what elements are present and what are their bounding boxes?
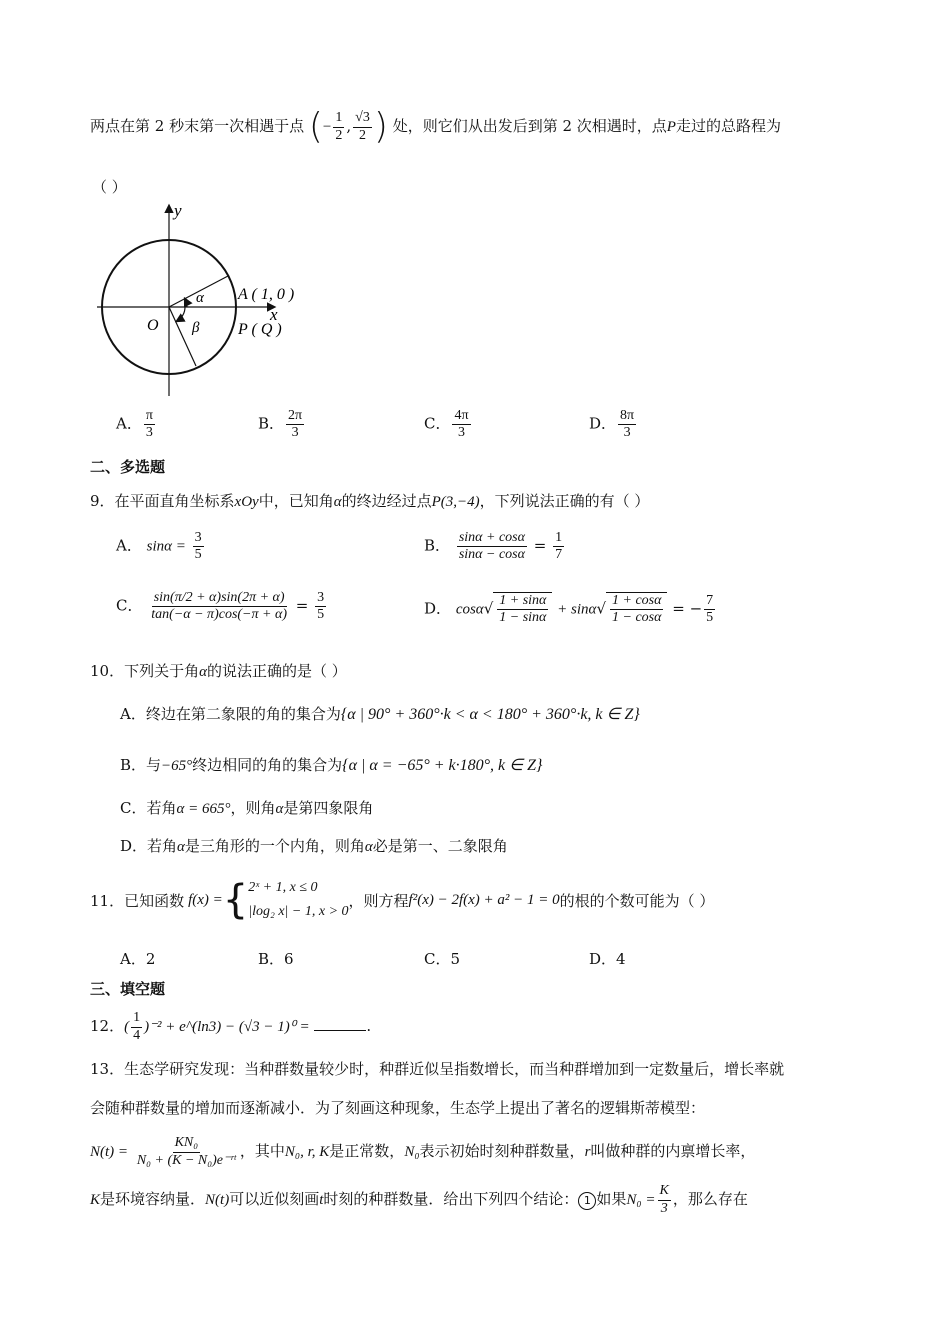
q10d-text: D．若角 [120,837,178,855]
q9-xoy: xOy [234,494,259,510]
formula-lhs: N(t) = [90,1144,129,1160]
fraction-den: N₀ + (K − N₀)e⁻ʳᵗ [136,1152,236,1168]
case-1: 2ˣ + 1, x ≤ 0 [248,880,318,895]
beta-label: β [192,320,200,336]
fraction-num: 3 [315,590,326,607]
text: 如果 [596,1190,627,1208]
alpha-arc [185,299,187,307]
text: 叫做种群的内禀增长率， [590,1142,756,1160]
fraction-num: 1 [131,1010,142,1027]
fraction-den: 1 − sinα [499,610,547,626]
option-letter: D． [589,950,617,968]
q13-line1: 13．生态学研究发现：当种群数量较少时，种群近似呈指数增长，而当种群增加到一定数量后，增长率就 [90,1060,785,1078]
piecewise-brace: { [222,877,249,923]
point-x-num: 1 [333,110,344,127]
q10-option-b [120,754,542,775]
right-paren: ) [373,106,388,147]
piecewise-cases [248,876,348,924]
k-over-3 [658,1183,671,1216]
option-letter: A． [116,414,142,433]
q10c-text2: ，则角 [230,799,276,817]
text: ，那么存在 [672,1190,748,1208]
q12 [90,1006,371,1047]
var-eq: N₀ = [626,1192,656,1208]
point-y-den: 2 [359,127,367,143]
q9c-fraction [149,590,289,623]
fraction-den: 7 [555,547,563,563]
origin-label: O [147,317,159,334]
fraction-den: 3 [291,425,299,441]
var-k: K [90,1192,101,1208]
fraction-num: 1 + cosα [610,593,663,610]
text: 是环境容纳量． [100,1190,206,1208]
q10-option-c [120,797,373,818]
q11-option-a [120,948,155,969]
equals: = − [672,599,703,618]
point-x-fraction [333,110,344,143]
section-heading-multiple-choice: 二、多选题 [90,458,166,476]
var-nt: N(t) [205,1192,230,1208]
q9-option-b [424,530,566,563]
option-letter: D． [424,599,452,618]
fraction-den: 5 [317,607,325,623]
q10b-set: {α | α = −65° + k·180°, k ∈ Z} [342,757,543,774]
q10b-text: B．与 [120,756,162,774]
q9a-fraction [193,530,204,563]
q10-stem [90,660,347,681]
q10-option-d [120,835,508,856]
q10b-text2: 终边相同的角的集合为 [192,756,343,774]
q11-stem [90,870,714,930]
q9-stem [90,490,649,513]
q8-answer-paren: （ ） [92,178,127,196]
q9b-fraction [457,530,527,563]
q10d-text3: 必是第一、二象限角 [372,837,508,855]
q9-text3: 的终边经过点 [341,492,432,510]
beta-arc [177,307,185,321]
point-p-label: P ( Q ) [238,321,282,338]
q9b-result [553,530,564,563]
q8-option-c [424,408,473,441]
q10-text: 10．下列关于角 [90,662,200,680]
q13-line4 [90,1176,748,1223]
option-letter: C． [116,596,143,615]
option-letter: D． [589,414,617,433]
q10c-text: C．若角 [120,799,177,817]
q9-option-d: D． cosα√ $\frac{1 + \sin\alpha}{1 - \sin\alpha}$ + sinα√ $\frac{1 + \cos\alpha}{1 - \cos\alpha}$ = − $\frac{7}{5}$ [424,593,714,626]
q10d-text2: 是三角形的一个内角，则角 [184,837,365,855]
text: 是正常数， [329,1142,405,1160]
q12-end: . [366,1017,372,1035]
fraction-num: KN₀ [173,1135,201,1152]
q8-line1: 两点在第 2 秒末第一次相遇于点 (− $\frac{1}{2}$ , $\frac{√3}{2}$ ) 处，则它们从出发后到第 2 次相遇时，点P走过的总路程为 [90,106,781,147]
option-letter: C． [424,414,451,433]
fraction-den: 3 [660,1200,668,1216]
option-fraction [144,408,155,441]
option-value: 5 [450,950,461,968]
point-x-den: 2 [335,127,343,143]
q10a-text: A．终边在第二象限的角的集合为 [120,705,341,723]
vars: N₀, r, K [284,1144,330,1160]
q9d-term2: + sinα [557,601,597,618]
var-p: P [666,119,676,135]
fraction-den: sinα − cosα [458,547,525,563]
q8-text-end: 走过的总路程为 [675,117,781,135]
q9-text4: ，下列说法正确的有（ ） [479,492,650,510]
option-fraction [618,408,636,441]
q10d-alpha: α [177,839,185,855]
minus-sign: − [322,119,332,135]
q10-text2: 的说法正确的是（ ） [206,662,347,680]
y-label: y [174,201,182,220]
text: ，其中 [239,1142,285,1160]
q10-option-a [120,703,640,724]
option-value: 4 [616,950,626,968]
option-value: 2 [145,950,156,968]
text: 可以近似刻画 [229,1190,320,1208]
var-t: t [319,1192,324,1208]
fraction-num: π [144,408,155,425]
fraction-den: 4 [133,1027,141,1043]
q9-option-c [116,590,328,623]
var-r: r [584,1144,591,1160]
q9c-result [315,590,326,623]
q8-option-a [116,408,157,441]
option-letter: B． [424,536,451,555]
fraction-den: 5 [706,610,714,626]
q11-option-c [424,948,460,969]
point-a-label: A ( 1, 0 ) [238,286,295,303]
q8-option-b [258,408,306,441]
fraction-den: tan(−α − π)cos(−π + α) [151,607,287,623]
q8-text-post: 处，则它们从出发后到第 2 次相遇时，点 [392,117,667,135]
fraction-num: 4π [452,408,470,425]
option-fraction [286,408,304,441]
q8-option-d [589,408,638,441]
fraction-num: 7 [704,593,715,610]
fraction-num: 8π [618,408,636,425]
q11-option-b [258,948,294,969]
option-letter: C． [424,950,451,968]
q11-text3: 的根的个数可能为（ ） [559,891,715,910]
q11-text: 11．已知函数 [90,891,185,910]
q9-point: P(3,−4) [431,494,480,510]
fraction-num: 1 + sinα [497,593,548,610]
fraction-den: 3 [145,425,153,441]
fraction-num: 1 [553,530,564,547]
equals: = [295,596,309,615]
unit-circle-figure [92,200,322,400]
q13-line3 [90,1128,755,1175]
option-letter: A． [116,536,142,555]
x-label: x [270,305,278,324]
q10c-alpha: α [275,801,284,817]
q12-fraction [131,1010,142,1043]
q11-equation: f²(x) − 2f(x) + a² − 1 = 0 [408,891,560,908]
left-paren: ( [308,106,323,147]
text: 表示初始时刻种群数量， [419,1142,585,1160]
q9-option-a [116,530,206,563]
logistic-formula [135,1135,238,1168]
q11-fx: f(x) = [188,891,223,908]
option-letter: B． [258,950,285,968]
option-letter: A． [120,950,146,968]
fraction-num: sinα + cosα [457,530,527,547]
q12-expr-post: )⁻² + e^(ln3) − (√3 − 1)⁰ = [144,1019,310,1035]
case-2: |log₂ x| − 1, x > 0 [248,904,349,919]
fraction-num: K [658,1183,671,1200]
circled-number-icon: 1 [578,1192,596,1210]
q11-text2: ，则方程 [348,891,409,910]
q13-line2: 会随种群数量的增加而逐渐减小．为了刻画这种现象，生态学上提出了著名的逻辑斯蒂模型： [90,1099,706,1117]
fraction-den: 1 − cosα [612,610,662,626]
fraction-num: 2π [286,408,304,425]
fraction-num: 3 [193,530,204,547]
var-n0: N₀ [404,1144,420,1160]
fraction-den: 3 [623,425,631,441]
option-letter: B． [258,414,285,433]
text: 时刻的种群数量．给出下列四个结论： [323,1190,579,1208]
answer-blank[interactable] [314,1016,366,1031]
option-fraction [452,408,470,441]
q9d-result [704,593,715,626]
q12-number: 12． [90,1017,125,1035]
q9d-term1: cosα [455,601,484,618]
q10d-alpha2: α [364,839,373,855]
fraction-num: sin(π/2 + α)sin(2π + α) [152,590,287,607]
q9-text2: 中，已知角 [258,492,334,510]
q10c-expr: α = 665° [176,801,231,817]
q10-alpha: α [199,664,207,680]
q10a-set: {α | 90° + 360°·k < α < 180° + 360°·k, k ∈ Z} [340,706,640,723]
q9d-sqrt2 [610,593,663,626]
q9d-sqrt1 [497,593,548,626]
q9a-lhs: sinα = [146,538,186,555]
equals: = [533,536,547,555]
q9-text: 9．在平面直角坐标系 [90,492,235,510]
q12-expr-pre: ( [124,1019,130,1035]
option-value: 6 [284,950,294,968]
point-y-num: √3 [353,110,372,127]
q9-alpha: α [333,494,342,510]
section-heading-fill-in: 三、填空题 [90,980,166,998]
fraction-den: 3 [458,425,466,441]
q8-text-pre: 两点在第 2 秒末第一次相遇于点 [90,117,305,135]
q11-option-d [589,948,626,969]
q10b-angle: −65° [161,758,193,774]
fraction-den: 5 [194,547,202,563]
point-y-fraction [353,110,372,143]
alpha-label: α [196,290,204,306]
q10c-text3: 是第四象限角 [283,799,374,817]
